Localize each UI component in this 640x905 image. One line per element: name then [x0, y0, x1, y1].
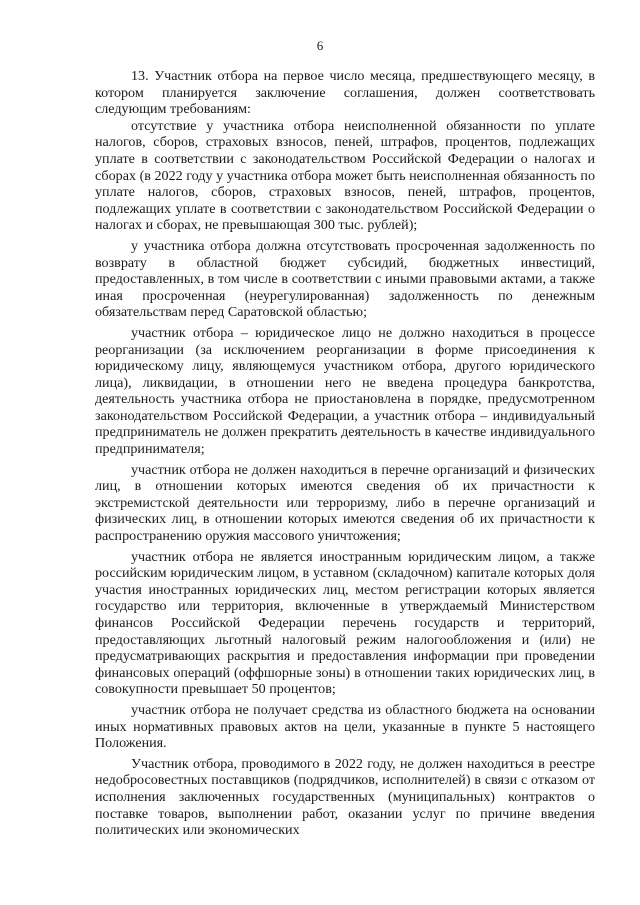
paragraph-other-funds: участник отбора не получает средства из областного бюджета на основании иных нормативных правовых актов на цели, указанные в пункте 5 настоящего Положения.	[95, 701, 595, 752]
paragraph-requirements-intro: 13. Участник отбора на первое число месяца, предшествующего месяцу, в котором планируется заключение соглашения, должен соответствовать следующим требованиям:	[95, 68, 595, 118]
paragraph-extremism-list: участник отбора не должен находиться в перечне организаций и физических лиц, в отношении которых имеются сведения об их причастности к экстремистской деятельности или терроризму, либо в перечне организаций и физических лиц, в отношении которых имеются сведения об их причастности к распространению оружия массового уничтожения;	[95, 461, 595, 545]
paragraph-unreliable-suppliers: Участник отбора, проводимого в 2022 году, не должен находиться в реестре недобросовестных поставщиков (подрядчиков, исполнителей) в связи с отказом от исполнения заключенных государственных (муниципальных) контрактов о поставке товаров, выполнении работ, оказании услуг по причине введения политических или экономических	[95, 755, 595, 839]
paragraph-overdue-debt: у участника отбора должна отсутствовать просроченная задолженность по возврату в областной бюджет субсидий, бюджетных инвестиций, предоставленных, в том числе в соответствии с иными правовыми актами, а также иная просроченная (неурегулированная) задолженность по денежным обязательствам перед Саратовской областью;	[95, 237, 595, 321]
paragraph-foreign-entities: участник отбора не является иностранным юридическим лицом, а также российским юридическим лицом, в уставном (складочном) капитале которых доля участия иностранных юридических лиц, местом регистрации которых является государство или территория, включенные в утверждаемый Министерством финансов Российской Федерации перечень государств и территорий, предоставляющих льготный налоговый режим налогообложения и (или) не предусматривающих раскрытия и предоставления информации при проведении финансовых операций (оффшорные зоны) в отношении таких юридических лиц, в совокупности превышает 50 процентов;	[95, 548, 595, 698]
page-number: 6	[316, 38, 324, 53]
paragraph-reorganization: участник отбора – юридическое лицо не должно находиться в процессе реорганизации (за исключением реорганизации в форме присоединения к юридическому лицу, являющемуся участником отбора, другого юридического лица), ликвидации, в отношении него не введена процедура банкротства, деятельность участника отбора не приостановлена в порядке, предусмотренном законодательством Российской Федерации, а участник отбора – индивидуальный предприниматель не должен прекратить деятельность в качестве индивидуального предпринимателя;	[95, 324, 595, 458]
paragraph-tax-obligations: отсутствие у участника отбора неисполненной обязанности по уплате налогов, сборов, страховых взносов, пеней, штрафов, процентов, подлежащих уплате в соответствии с законодательством Российской Федерации о налогах и сборах (в 2022 году у участника отбора может быть неисполненная обязанность по уплате налогов, сборов, страховых взносов, пеней, штрафов, процентов, подлежащих уплате в соответствии с законодательством Российской Федерации о налогах и сборах, не превышающая 300 тыс. рублей);	[95, 117, 595, 234]
document-body	[95, 68, 595, 839]
